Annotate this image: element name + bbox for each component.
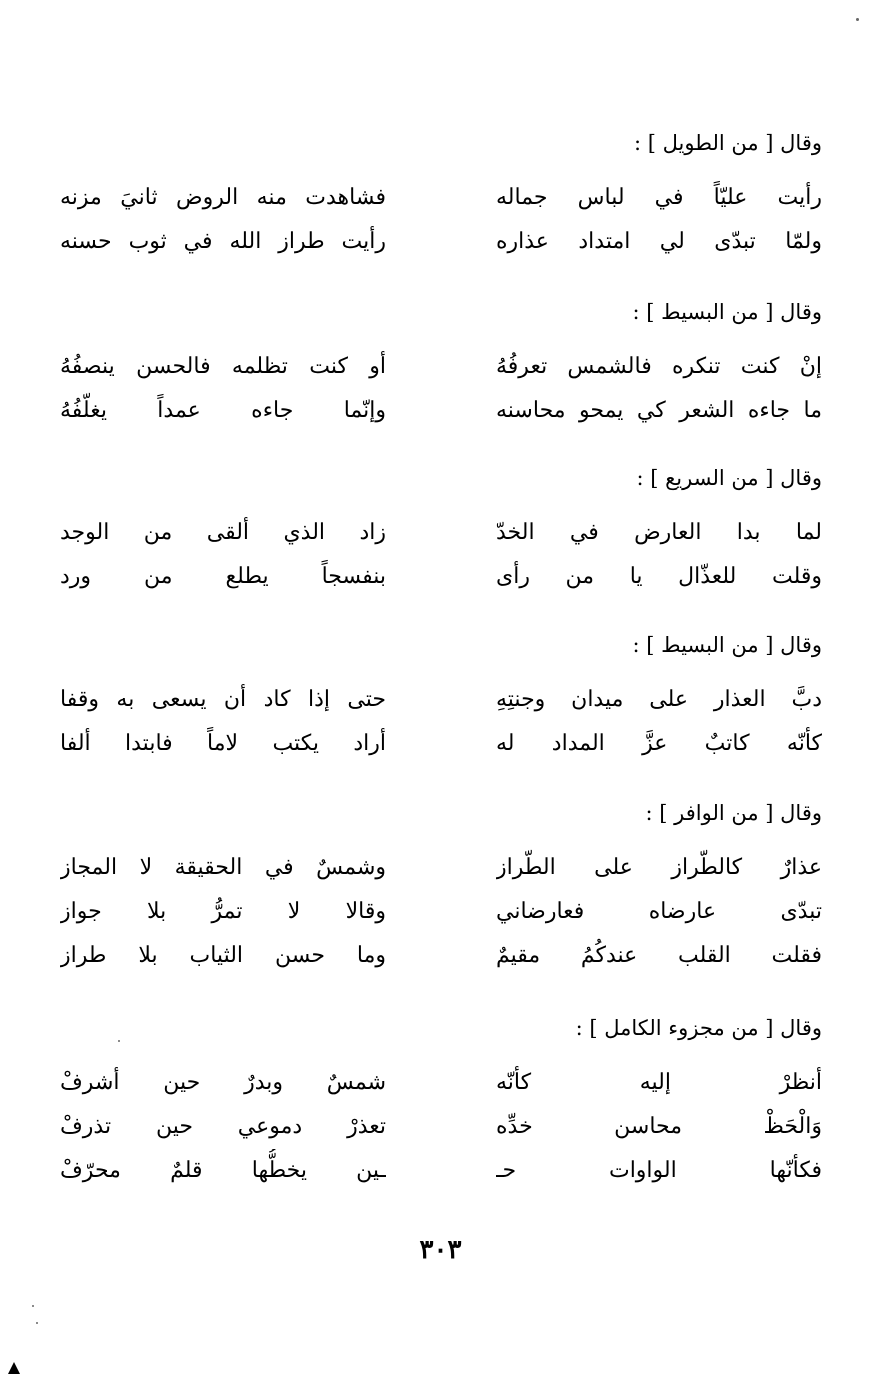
corner-mark-icon [8,1362,20,1374]
couplet-group [60,176,822,264]
first-hemistich: لما بدا العارض في الخدّ [496,520,822,545]
verse-line [60,389,822,433]
second-hemistich: وشمسٌ في الحقيقة لا المجاز [60,855,386,880]
scan-speck [32,1305,34,1307]
section-heading: وقال [ من الطويل ] : [634,131,822,155]
verse-line [60,934,822,978]
second-hemistich: زاد الذي ألقى من الوجد [60,520,386,545]
poem-section [60,453,822,599]
scan-speck [118,1040,120,1042]
couplet-group [60,1061,822,1193]
scan-speck [36,1322,38,1324]
second-hemistich: حتى إذا كاد أن يسعى به وقفا [60,687,386,712]
first-hemistich: ما جاءه الشعر كي يمحو محاسنه [496,398,822,423]
couplet-group [60,846,822,978]
first-hemistich: وقلت للعذّال يا من رأى [496,564,822,589]
second-hemistich: وما حسن الثياب بلا طراز [60,943,386,968]
page-number: ٣٠٣ [419,1235,462,1265]
verse-line [60,678,822,722]
section-heading: وقال [ من البسيط ] : [632,633,822,657]
couplet-group [60,345,822,433]
second-hemistich: أو كنت تظلمه فالحسن ينصفُهُ [60,354,386,379]
section-heading: وقال [ من السريع ] : [636,466,822,490]
second-hemistich: تعذرْ دموعي حين تذرفْ [60,1114,386,1139]
second-hemistich: وإنّما جاءه عمداً يغلّفُهُ [60,398,386,423]
first-hemistich: وَالْحَظْ محاسن خدِّه [496,1114,822,1139]
section-heading: وقال [ من الوافر ] : [645,801,822,825]
first-hemistich: فكأنّها الواوات حـ [496,1158,822,1183]
couplet-group [60,511,822,599]
poem-section [60,788,822,978]
verse-line [60,220,822,264]
verse-line [60,555,822,599]
poem-section [60,1003,822,1193]
second-hemistich: رأيت طراز الله في ثوب حسنه [60,229,386,254]
section-heading: وقال [ من البسيط ] : [632,300,822,324]
verse-line [60,846,822,890]
first-hemistich: عذارٌ كالطّراز على الطّراز [496,855,822,880]
second-hemistich: أراد يكتب لاماً فابتدا ألفا [60,731,386,756]
second-hemistich: وقالا لا تمرُّ بلا جواز [60,899,386,924]
first-hemistich: أنظرْ إليه كأنّه [496,1070,822,1095]
verse-line [60,722,822,766]
verse-line [60,1061,822,1105]
second-hemistich: فشاهدت منه الروض ثانيَ مزنه [60,185,386,210]
first-hemistich: دبَّ العذار على ميدان وجنتِهِ [496,687,822,712]
verse-line [60,345,822,389]
first-hemistich: ولمّا تبدّى لي امتداد عذاره [496,229,822,254]
section-heading: وقال [ من مجزوء الكامل ] : [575,1016,822,1040]
verse-line [60,890,822,934]
poem-section [60,287,822,433]
second-hemistich: ـين يخطُّها قلمٌ محرّفْ [60,1158,386,1183]
verse-line [60,176,822,220]
first-hemistich: كأنّه كاتبٌ عزَّ المداد له [496,731,822,756]
first-hemistich: رأيت عليّاً في لباس جماله [496,185,822,210]
poem-section [60,620,822,766]
scan-speck [856,18,859,21]
second-hemistich: بنفسجاً يطلع من ورد [60,564,386,589]
first-hemistich: تبدّى عارضاه فعارضاني [496,899,822,924]
verse-line [60,511,822,555]
second-hemistich: شمسٌ وبدرٌ حين أشرفْ [60,1070,386,1095]
couplet-group [60,678,822,766]
verse-line [60,1105,822,1149]
verse-line [60,1149,822,1193]
poem-section [60,118,822,264]
first-hemistich: إنْ كنت تنكره فالشمس تعرفُهُ [496,354,822,379]
first-hemistich: فقلت القلب عندكُمُ مقيمٌ [496,943,822,968]
